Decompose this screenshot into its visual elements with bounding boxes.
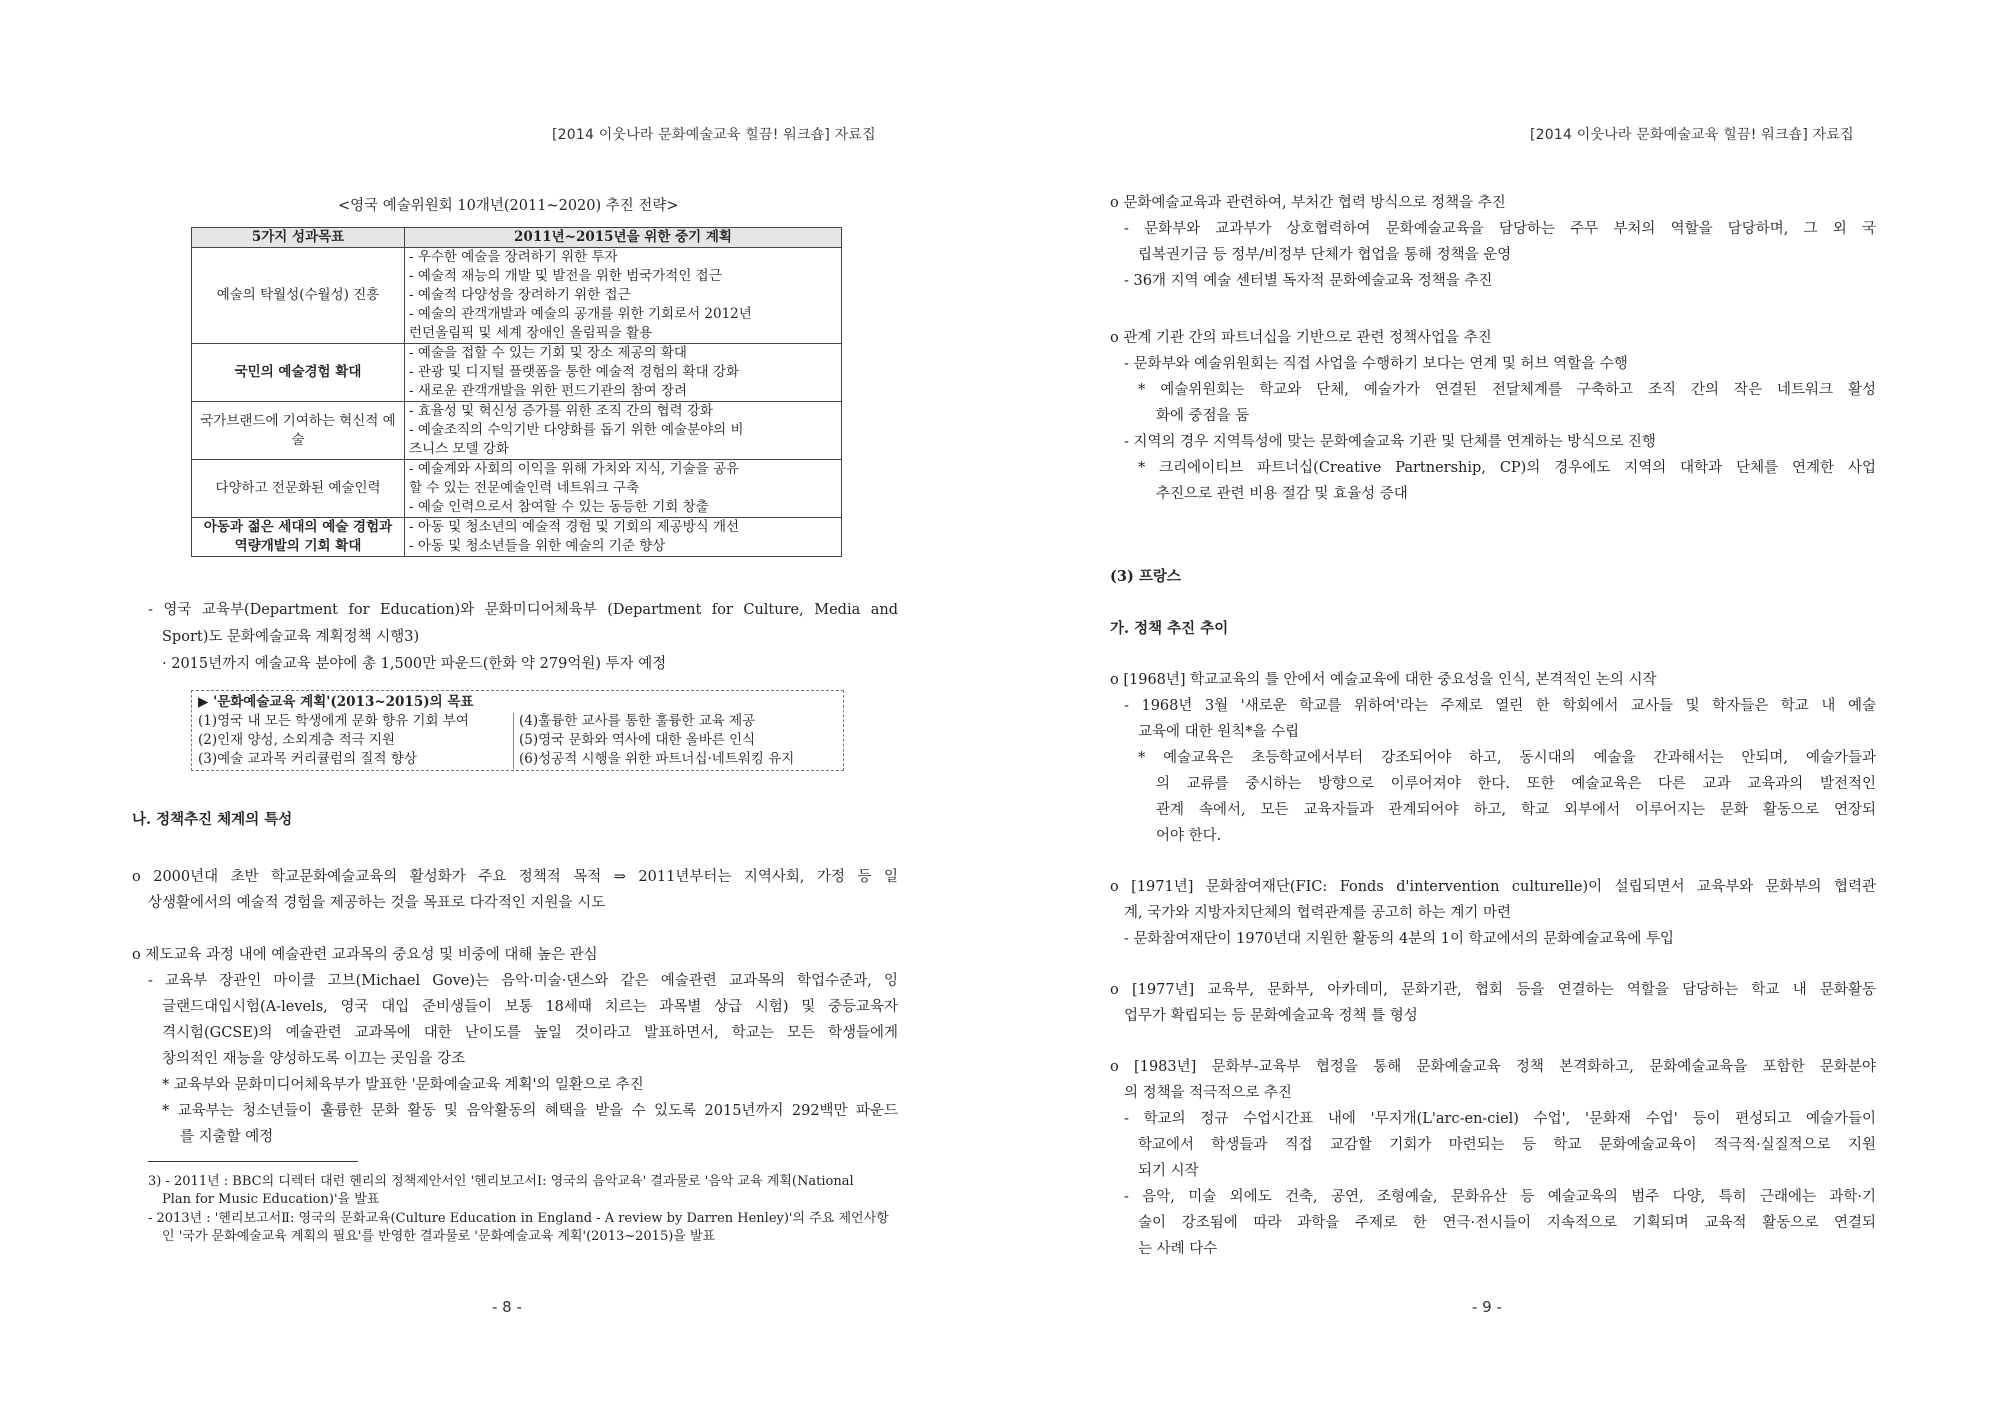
paragraph-line: 교육에 대한 원칙*을 수립	[1138, 724, 1300, 740]
table-cell-goal: 다양하고 전문화된 예술인력	[192, 460, 405, 518]
table-cell-plan	[405, 518, 842, 557]
paragraph-line: - 영국 교육부(Department for Education)와 문화미디어체육부 (Department for Culture, Media and	[148, 602, 898, 618]
table-cell-plan	[405, 460, 842, 518]
paragraph-line: 어야 한다.	[1156, 828, 1222, 844]
plan-item: - 효율성 및 혁신성 증가를 위한 조직 간의 협력 강화	[409, 403, 714, 419]
page-header: [2014 이웃나라 문화예술교육 힐끔! 워크숍] 자료집	[552, 127, 876, 143]
paragraph-line: - 문화참여재단이 1970년대 지원한 활동의 4분의 1이 학교에서의 문화예술교육에 투입	[1124, 931, 1674, 947]
goal-item: (5)영국 문화와 역사에 대한 올바른 인식	[519, 732, 756, 748]
goal-item: (1)영국 내 모든 학생에게 문화 향유 기회 부여	[198, 713, 469, 729]
paragraph-line: · 2015년까지 예술교육 분야에 총 1,500만 파운드(한화 약 279억원) 투자 예정	[162, 656, 667, 672]
section-heading: 나. 정책추진 체계의 특성	[132, 811, 293, 828]
paragraph-line: o 문화예술교육과 관련하여, 부처간 협력 방식으로 정책을 추진	[1110, 195, 1506, 211]
paragraph-line: 립복권기금 등 정부/비정부 단체가 협업을 통해 정책을 운영	[1138, 247, 1512, 263]
plan-item: - 예술의 관객개발과 예술의 공개를 위한 기회로서 2012년	[409, 306, 752, 322]
paragraph-line: 술이 강조됨에 따라 과학을 주제로 한 연극·전시들이 지속적으로 기획되며 교육적 활동으로 연결되	[1138, 1215, 1876, 1231]
plan-item: - 관광 및 디지털 플랫폼을 통한 예술적 경험의 확대 강화	[409, 364, 740, 380]
section-heading: 가. 정책 추진 추이	[1110, 620, 1229, 637]
table-row	[192, 402, 842, 460]
footnote-line: Plan for Music Education)'을 발표	[162, 1192, 380, 1207]
paragraph-line: * 크리에이티브 파트너십(Creative Partnership, CP)의 경우에도 지역의 대학과 단체를 연계한 사업	[1138, 460, 1876, 476]
paragraph-line: 글랜드대입시험(A-levels, 영국 대입 준비생들이 보통 18세때 치르는 과목별 상급 시험) 및 중등교육자	[162, 999, 898, 1015]
paragraph-line: - 음악, 미술 외에도 건축, 공연, 조형예술, 문화유산 등 예술교육의 범주 다양, 특히 근래에는 과학·기	[1124, 1189, 1876, 1205]
strategy-table	[191, 227, 842, 557]
goal-item: (6)성공적 시행을 위한 파트너십·네트워킹 유지	[519, 751, 795, 767]
plan-item: - 아동 및 청소년들을 위한 예술의 기준 향상	[409, 538, 666, 554]
table-header-goal: 5가지 성과목표	[192, 228, 405, 248]
page-number: - 9 -	[1472, 1298, 1502, 1316]
page-header: [2014 이웃나라 문화예술교육 힐끔! 워크숍] 자료집	[1530, 127, 1854, 143]
section-heading: (3) 프랑스	[1110, 568, 1181, 585]
table-cell-goal: 국가브랜드에 기여하는 혁신적 예술	[192, 402, 405, 460]
paragraph-line: 학교에서 학생들과 직접 교감할 기회가 마련되는 등 학교 문화예술교육이 적극적·실질적으로 지원	[1138, 1137, 1876, 1153]
table-cell-goal: 아동과 젊은 세대의 예술 경험과 역량개발의 기회 확대	[192, 518, 405, 557]
goals-divider	[513, 713, 514, 769]
paragraph-line: 계, 국가와 지방자치단체의 협력관계를 공고히 하는 계기 마련	[1124, 905, 1512, 921]
paragraph-line: o 제도교육 과정 내에 예술관련 교과목의 중요성 및 비중에 대해 높은 관심	[132, 947, 598, 963]
plan-item: 런던올림픽 및 세계 장애인 올림픽을 활용	[409, 325, 653, 341]
plan-item: - 예술적 재능의 개발 및 발전을 위한 범국가적인 접근	[409, 268, 722, 284]
footnote-line: - 2013년 : '헨리보고서Ⅱ: 영국의 문화교육(Culture Education in England - A review by Darren Henley)'의 주요 제언사항	[148, 1211, 889, 1226]
goals-title: ▶ '문화예술교육 계획'(2013~2015)의 목표	[198, 694, 474, 710]
plan-item: 할 수 있는 전문예술인력 네트워크 구축	[409, 480, 640, 496]
paragraph-line: o [1977년] 교육부, 문화부, 아카데미, 문화기관, 협회 등을 연결하는 역할을 담당하는 학교 내 문화활동	[1110, 982, 1876, 998]
table-cell-goal: 예술의 탁월성(수월성) 진흥	[192, 248, 405, 344]
footnote-divider	[148, 1161, 358, 1162]
paragraph-line: * 교육부와 문화미디어체육부가 발표한 '문화예술교육 계획'의 일환으로 추진	[162, 1077, 644, 1093]
table-row	[192, 344, 842, 402]
paragraph-line: - 교육부 장관인 마이클 고브(Michael Gove)는 음악·미술·댄스와 같은 예술관련 교과목의 학업수준과, 잉	[148, 973, 898, 989]
plan-item: - 예술 인력으로서 참여할 수 있는 동등한 기회 창출	[409, 499, 709, 515]
paragraph-line: * 예술교육은 초등학교에서부터 강조되어야 하고, 동시대의 예술을 간과해서는 안되며, 예술가들과	[1138, 750, 1876, 766]
paragraph-line: - 문화부와 예술위원회는 직접 사업을 수행하기 보다는 연계 및 허브 역할을 수행	[1124, 356, 1628, 372]
paragraph-line: 의 정책을 적극적으로 추진	[1124, 1085, 1292, 1101]
paragraph-line: - 36개 지역 예술 센터별 독자적 문화예술교육 정책을 추진	[1124, 273, 1493, 289]
paragraph-line: o [1983년] 문화부-교육부 협정을 통해 문화예술교육 정책 본격화하고, 문화예술교육을 포함한 문화분야	[1110, 1059, 1876, 1075]
paragraph-line: 업무가 확립되는 등 문화예술교육 정책 틀 형성	[1124, 1008, 1418, 1024]
paragraph-line: * 교육부는 청소년들이 훌륭한 문화 활동 및 음악활동의 혜택을 받을 수 있도록 2015년까지 292백만 파운드	[162, 1103, 898, 1119]
goal-item: (4)훌륭한 교사를 통한 훌륭한 교육 제공	[519, 713, 756, 729]
table-row	[192, 248, 842, 344]
table-row	[192, 518, 842, 557]
table-cell-plan	[405, 402, 842, 460]
paragraph-line: 관계 속에서, 모든 교육자들과 관계되어야 하고, 학교 외부에서 이루어지는 문화 활동으로 연장되	[1156, 802, 1876, 818]
table-cell-goal: 국민의 예술경험 확대	[192, 344, 405, 402]
paragraph-line: 되기 시작	[1138, 1163, 1199, 1179]
paragraph-line: - 지역의 경우 지역특성에 맞는 문화예술교육 기관 및 단체를 연계하는 방식으로 진행	[1124, 434, 1656, 450]
paragraph-line: 화에 중점을 둠	[1156, 408, 1250, 424]
table-cell-plan	[405, 248, 842, 344]
table-header-plan: 2011년~2015년을 위한 중기 계획	[405, 228, 842, 248]
paragraph-line: - 1968년 3월 '새로운 학교를 위하여'라는 주제로 열린 한 학회에서 교사들 및 학자들은 학교 내 예술	[1124, 698, 1876, 714]
plan-item: 즈니스 모델 강화	[409, 441, 509, 457]
plan-item: - 새로운 관객개발을 위한 펀드기관의 참여 장려	[409, 383, 688, 399]
paragraph-line: Sport)도 문화예술교육 계획정책 시행3)	[162, 629, 420, 645]
plan-item: - 예술을 접할 수 있는 기회 및 장소 제공의 확대	[409, 345, 687, 361]
paragraph-line: - 문화부와 교과부가 상호협력하여 문화예술교육을 담당하는 주무 부처의 역할을 담당하며, 그 외 국	[1124, 221, 1876, 237]
plan-item: - 예술계와 사회의 이익을 위해 가치와 지식, 기술을 공유	[409, 461, 740, 477]
table-caption: <영국 예술위원회 10개년(2011~2020) 추진 전략>	[338, 198, 679, 214]
plan-item: - 예술조직의 수익기반 다양화를 돕기 위한 예술분야의 비	[409, 422, 744, 438]
footnote-line: 3) - 2011년 : BBC의 디렉터 대런 헨리의 정책제안서인 '헨리보고서Ⅰ: 영국의 음악교육' 결과물로 '음악 교육 계획(National	[148, 1174, 854, 1189]
paragraph-line: o 2000년대 초반 학교문화예술교육의 활성화가 주요 정책적 목적 ⇒ 2011년부터는 지역사회, 가정 등 일	[132, 869, 898, 885]
plan-item: - 예술적 다양성을 장려하기 위한 접근	[409, 287, 631, 303]
paragraph-line: 추진으로 관련 비용 절감 및 효율성 증대	[1156, 486, 1408, 502]
page-number: - 8 -	[492, 1298, 522, 1316]
paragraph-line: * 예술위원회는 학교와 단체, 예술가가 연결된 전달체계를 구축하고 조직 간의 작은 네트워크 활성	[1138, 382, 1876, 398]
table-row	[192, 460, 842, 518]
table-cell-plan	[405, 344, 842, 402]
plan-item: - 아동 및 청소년의 예술적 경험 및 기회의 제공방식 개선	[409, 519, 740, 535]
paragraph-line: o 관계 기관 간의 파트너십을 기반으로 관련 정책사업을 추진	[1110, 330, 1492, 346]
paragraph-line: 는 사례 다수	[1138, 1241, 1218, 1257]
goal-item: (3)예술 교과목 커리큘럼의 질적 향상	[198, 751, 417, 767]
paragraph-line: 창의적인 재능을 양성하도록 이끄는 곳임을 강조	[162, 1051, 466, 1067]
plan-item: - 우수한 예술을 장려하기 위한 투자	[409, 249, 618, 265]
paragraph-line: o [1971년] 문화참여재단(FIC: Fonds d'intervention culturelle)이 설립되면서 교육부와 문화부의 협력관	[1110, 879, 1876, 895]
goal-item: (2)인재 양성, 소외계층 적극 지원	[198, 732, 396, 748]
paragraph-line: 상생활에서의 예술적 경험을 제공하는 것을 목표로 다각적인 지원을 시도	[148, 895, 606, 911]
paragraph-line: - 학교의 정규 수업시간표 내에 '무지개(L'arc-en-ciel) 수업', '문화재 수업' 등이 편성되고 예술가들이	[1124, 1111, 1876, 1127]
goals-box	[191, 690, 844, 771]
paragraph-line: 의 교류를 중시하는 방향으로 이루어져야 한다. 또한 예술교육은 다른 교과 교육과의 발전적인	[1156, 776, 1876, 792]
paragraph-line: 격시험(GCSE)의 예술관련 교과목에 대한 난이도를 높일 것이라고 발표하면서, 학교는 모든 학생들에게	[162, 1025, 898, 1041]
table-header-row	[192, 228, 842, 248]
paragraph-line: o [1968년] 학교교육의 틀 안에서 예술교육에 대한 중요성을 인식, 본격적인 논의 시작	[1110, 672, 1657, 688]
footnote-line: 인 '국가 문화예술교육 계획의 필요'를 반영한 결과물로 '문화예술교육 계획'(2013~2015)을 발표	[162, 1229, 716, 1244]
page-right	[1000, 0, 2000, 1413]
paragraph-line: 를 지출할 예정	[180, 1129, 274, 1145]
